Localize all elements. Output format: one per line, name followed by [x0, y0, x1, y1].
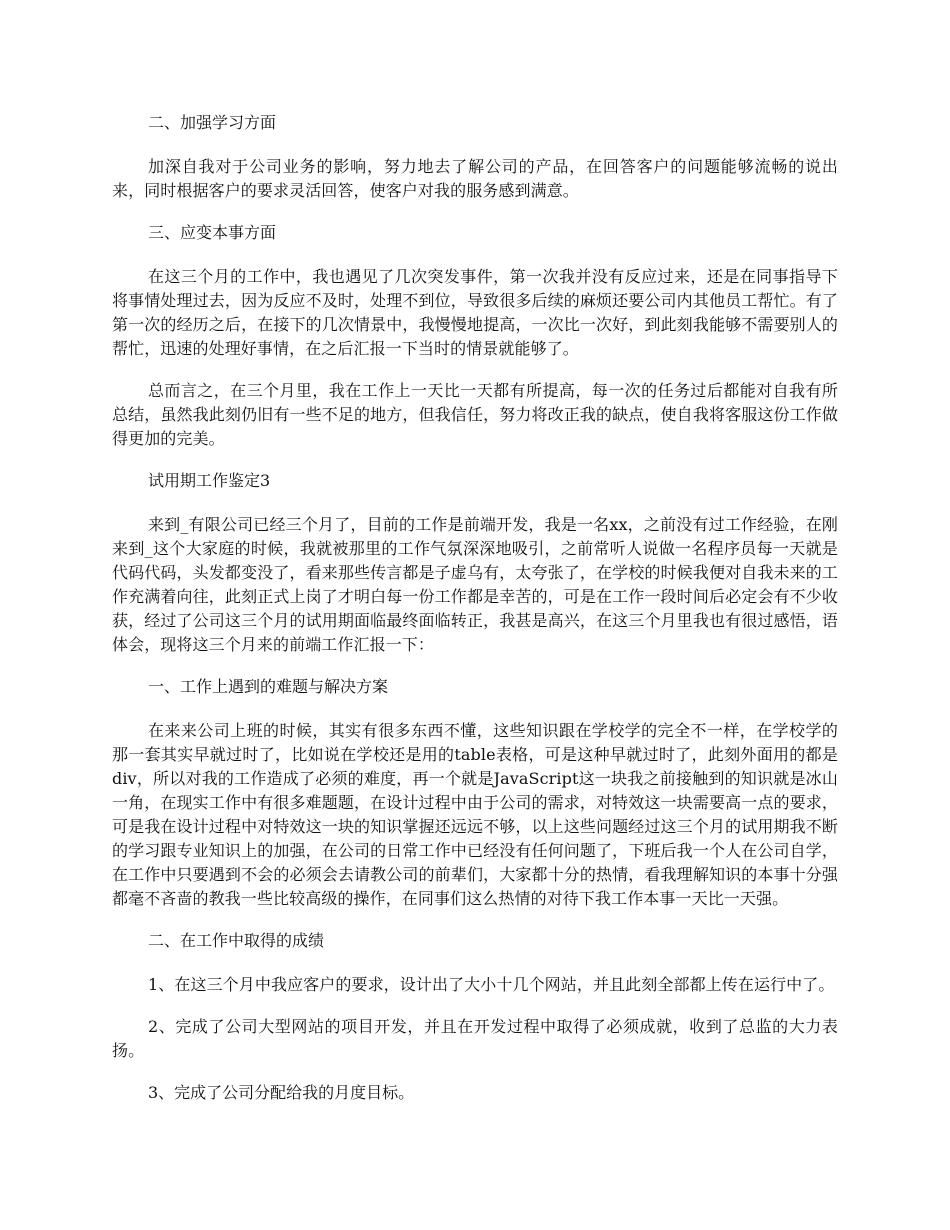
document-page [112, 111, 838, 1125]
list-item-achievement-2: 2、完成了公司大型网站的项目开发，并且在开发过程中取得了必须成就，收到了总监的大力表扬。 [112, 1017, 838, 1060]
paragraph-study: 加深自我对于公司业务的影响，努力地去了解公司的产品，在回答客户的问题能够流畅的说出来，同时根据客户的要求灵活回答，使客户对我的服务感到满意。 [112, 157, 838, 200]
section-heading-evaluation-3: 试用期工作鉴定3 [148, 471, 271, 490]
paragraph-summary: 总而言之，在三个月里，我在工作上一天比一天都有所提高，每一次的任务过后都能对自我有所总结，虽然我此刻仍旧有一些不足的地方，但我信任，努力将改正我的缺点，使自我将客服这份工作做得更加的完美。 [112, 381, 838, 448]
section-heading-adaptability: 三、应变本事方面 [148, 223, 277, 242]
paragraph-challenges: 在来来公司上班的时候，其实有很多东西不懂，这些知识跟在学校学的完全不一样，在学校学的那一套其实早就过时了，比如说在学校还是用的table表格，可是这种早就过时了，此刻外面用的都是div，所以对我的工作造成了必须的难度，再一个就是JavaScript这一块我之前接触到的知识就是冰山一角，在现实工作中有很多难题题，在设计过程中由于公司的需求，对特效这一块需要高一点的要求，可是我在设计过程中对特效这一块的知识掌握还远远不够，以上这些问题经过这三个月的试用期我不断的学习跟专业知识上的加强，在公司的日常工作中已经没有任何问题了，下班后我一个人在公司自学，在工作中只要遇到不会的必须会去请教公司的前辈们，大家都十分的热情，看我理解知识的本事十分强都毫不吝啬的教我一些比较高级的操作，在同事们这么热情的对待下我工作本事一天比一天强。 [112, 721, 838, 908]
list-item-achievement-3: 3、完成了公司分配给我的月度目标。 [148, 1083, 415, 1102]
section-heading-study: 二、加强学习方面 [148, 113, 277, 132]
paragraph-intro: 来到_有限公司已经三个月了，目前的工作是前端开发，我是一名xx，之前没有过工作经验，在刚来到_这个大家庭的时候，我就被那里的工作气氛深深地吸引，之前常听人说做一名程序员每一天就是代码代码，头发都变没了，看来那些传言都是子虚乌有，太夸张了，在学校的时候我便对自我未来的工作充满着向往，此刻正式上岗了才明白每一份工作都是幸苦的，可是在工作一段时间后必定会有不少收获，经过了公司这三个月的试用期面临最终面临转正，我甚是高兴，在这三个月里我也有很过感悟，语体会，现将这三个月来的前端工作汇报一下： [112, 515, 838, 654]
paragraph-adaptability: 在这三个月的工作中，我也遇见了几次突发事件，第一次我并没有反应过来，还是在同事指导下将事情处理过去，因为反应不及时，处理不到位，导致很多后续的麻烦还要公司内其他员工帮忙。有了第一次的经历之后，在接下的几次情景中，我慢慢地提高，一次比一次好，到此刻我能够不需要别人的帮忙，迅速的处理好事情，在之后汇报一下当时的情景就能够了。 [112, 267, 838, 358]
section-heading-achievements: 二、在工作中取得的成绩 [148, 931, 325, 950]
section-heading-challenges: 一、工作上遇到的难题与解决方案 [148, 677, 389, 696]
list-item-achievement-1: 1、在这三个月中我应客户的要求，设计出了大小十几个网站，并且此刻全部都上传在运行中了。 [148, 975, 835, 994]
